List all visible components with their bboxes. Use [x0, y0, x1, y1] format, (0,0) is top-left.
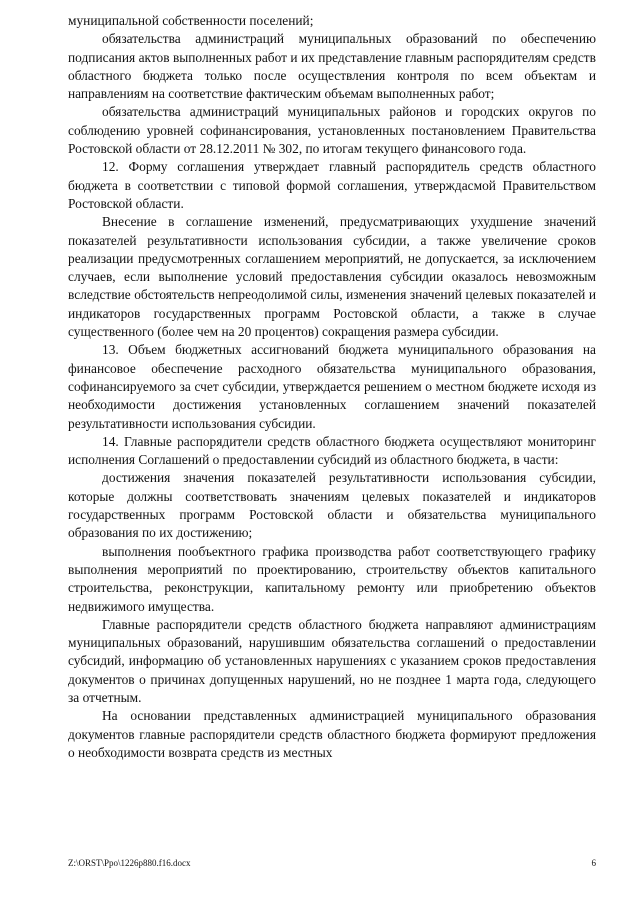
page-number: 6 [591, 858, 596, 868]
page-footer [68, 858, 596, 869]
paragraph: Главные распорядители средств областного бюджета направляют администрациям муниципальных образований, нарушившим обязательства соглашений о предоставлении субсидий, информацию об установленных нарушениях с указанием сроков предоставления документов о причинах допущенных нарушений, но не позднее 1 марта года, следующего за отчетным. [68, 616, 596, 705]
file-path: Z:\ORST\Ppo\1226p880.f16.docx [68, 858, 191, 868]
document-body [68, 12, 596, 762]
paragraph: обязательства администраций муниципальных образований по обеспечению подписания актов выполненных работ и их представление главным распорядителям средств областного бюджета только после осуществления контроля по всем объектам и направлениям на соответствие фактическим объемам выполненных работ; [68, 31, 596, 102]
paragraph: выполнения пообъектного графика производства работ соответствующего графику выполнения мероприятий по проектированию, строительству объектов капитального строительства, реконструкции, капитальному ремонту или приобретению объектов недвижимого имущества. [68, 543, 596, 614]
paragraph: муниципальной собственности поселений; [68, 13, 314, 28]
paragraph: Внесение в соглашение изменений, предусматривающих ухудшение значений показателей результативности использования субсидии, а также увеличение сроков реализации предусмотренных соглашением мероприятий, не допускается, за исключением случаев, если выполнение условий предоставления субсидии оказалось невозможным вследствие обстоятельств непреодолимой силы, изменения значений целевых показателей и индикаторов государственных программ Ростовской области, а также в случае существенного (более чем на 20 процентов) сокращения размера субсидии. [68, 214, 596, 340]
paragraph: достижения значения показателей результативности использования субсидии, которые должны соответствовать значениям целевых показателей и индикаторов государственных программ Ростовской области и обязательства муниципального образования по их достижению; [68, 470, 596, 541]
paragraph: 12. Форму соглашения утверждает главный распорядитель средств областного бюджета в соответствии с типовой формой соглашения, утверждасмой Правительством Ростовской области. [68, 159, 596, 211]
paragraph: 14. Главные распорядители средств областного бюджета осуществляют мониторинг исполнения Соглашений о предоставлении субсидий из областного бюджета, в части: [68, 433, 596, 468]
paragraph: обязательства администраций муниципальных районов и городских округов по соблюдению уровней софинансирования, установленных постановлением Правительства Ростовской области от 28.12.2011 № 302, по итогам текущего финансового года. [68, 104, 596, 157]
paragraph: На основании представленных администрацией муниципального образования документов главные распорядители средств областного бюджета формируют предложения о необходимости возврата средств из местных [68, 708, 596, 760]
paragraph: 13. Объем бюджетных ассигнований бюджета муниципального образования на финансовое обеспечение расходного обязательства муниципального образования, софинансируемого за счет субсидии, утверждается решением о местном бюджете исходя из необходимости достижения установленных соглашением значений показателей результативности использования субсидии. [68, 342, 596, 431]
